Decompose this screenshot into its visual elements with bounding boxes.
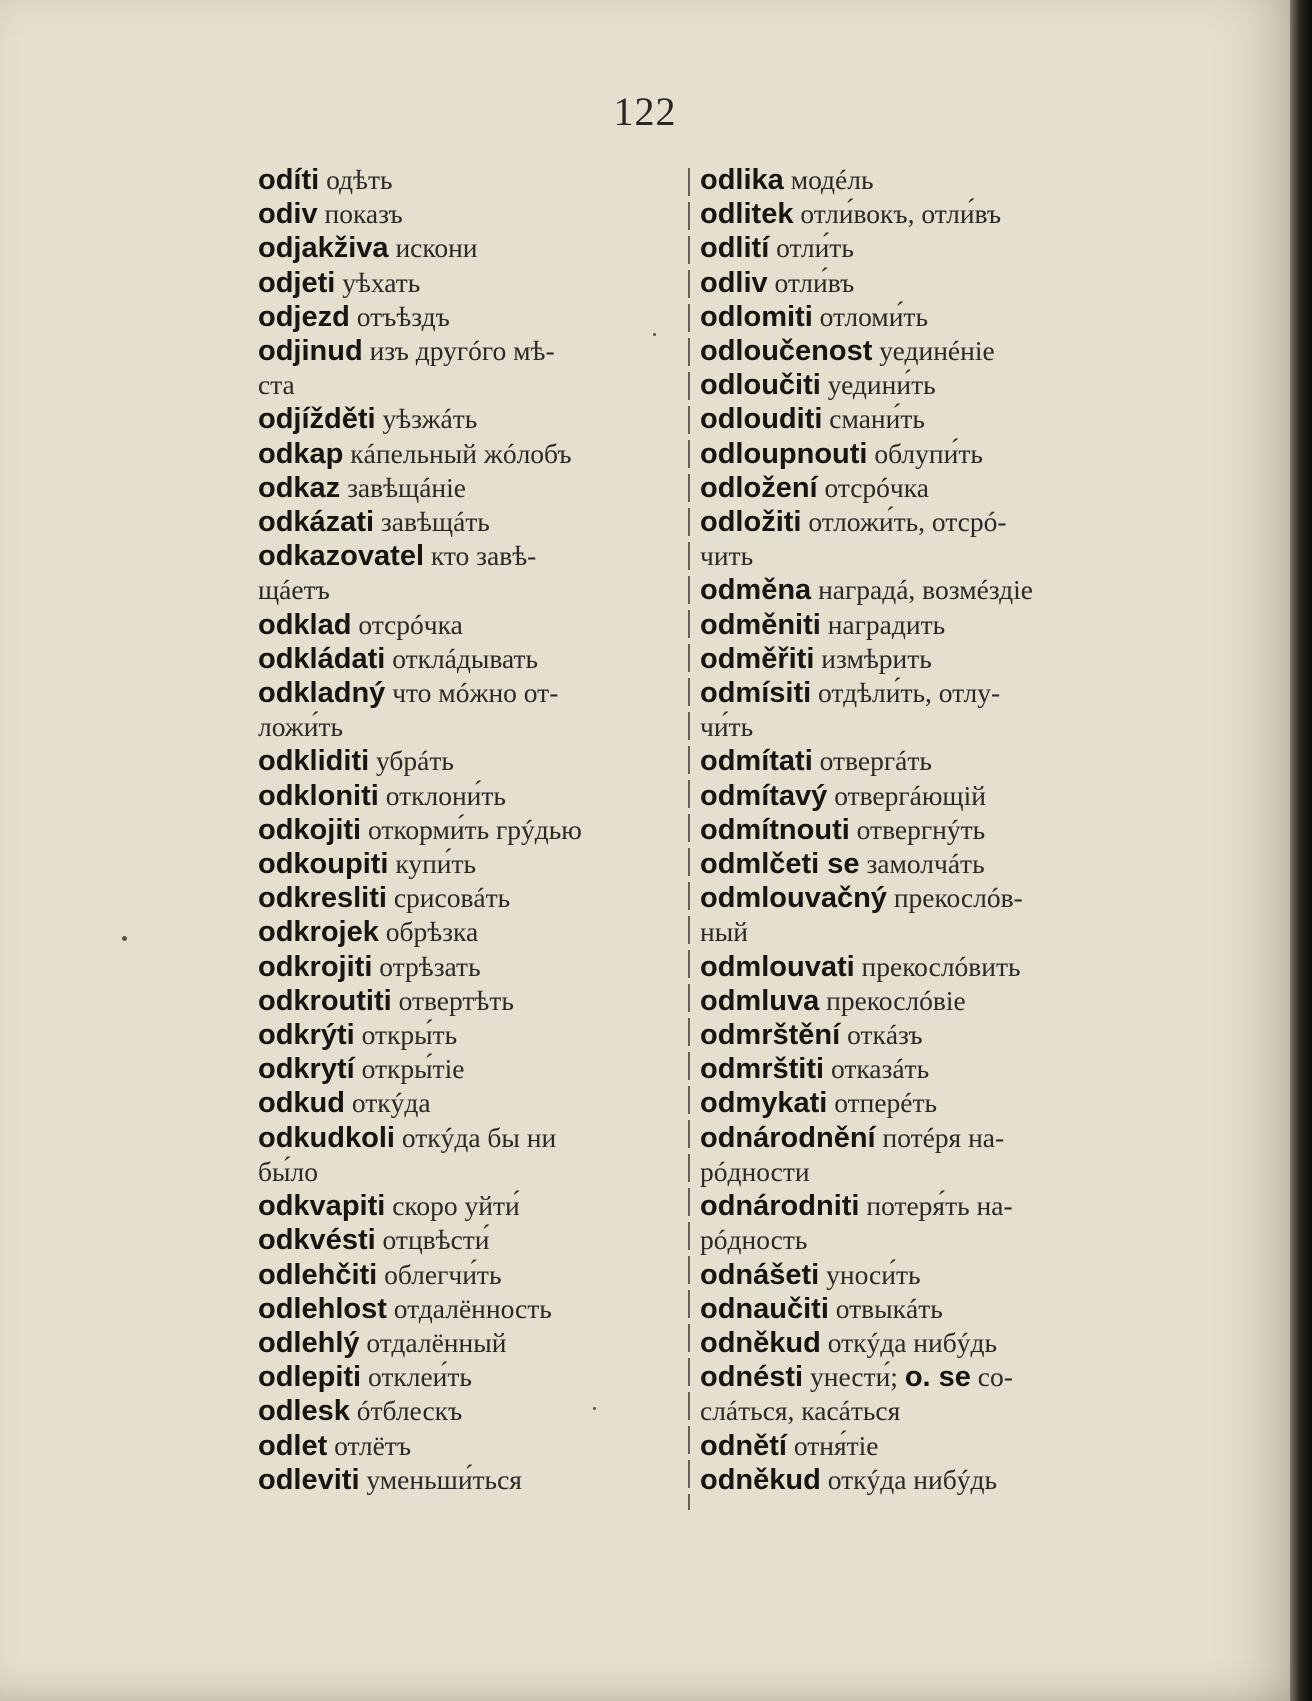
dictionary-entry	[258, 642, 676, 676]
dictionary-entry	[258, 847, 676, 881]
entry-headword: odkladný	[258, 677, 386, 710]
entry-headword: odnětí	[700, 1429, 787, 1462]
dictionary-entry	[258, 1189, 676, 1223]
dictionary-entry	[258, 300, 676, 334]
entry-headword: odnárodnění	[700, 1121, 876, 1154]
dictionary-entry	[700, 334, 1118, 368]
dictionary-entry	[258, 1121, 676, 1189]
print-speck	[653, 333, 656, 336]
entry-translation: наградить	[827, 608, 946, 640]
entry-headword: odkazovatel	[258, 540, 424, 573]
dictionary-entry	[700, 300, 1118, 334]
entry-translation: отдалённость	[393, 1292, 552, 1324]
entry-translation: смани́ть	[829, 403, 925, 435]
entry-translation: уѣзжáть	[382, 403, 478, 435]
dictionary-entry	[700, 368, 1118, 402]
entry-translation: отвергнýть	[856, 813, 986, 845]
entry-headword: odlesk	[258, 1395, 350, 1428]
dictionary-entry	[700, 505, 1118, 573]
entry-headword: odmítati	[700, 745, 813, 778]
dictionary-entry	[258, 1086, 676, 1120]
entry-translation: замолчáть	[866, 848, 985, 880]
dictionary-entry	[258, 1360, 676, 1394]
entry-translation: облупи́ть	[874, 437, 983, 469]
page-number: 122	[613, 89, 677, 134]
dictionary-entry	[258, 402, 676, 436]
entry-headword: odloučenost	[700, 335, 873, 368]
entry-translation: завѣщáть	[380, 506, 490, 538]
entry-headword: odkaz	[258, 471, 341, 504]
dictionary-entry	[700, 266, 1118, 300]
entry-translation-continuation: рóдность	[700, 1224, 808, 1256]
entry-translation: модéль	[790, 164, 874, 195]
dictionary-entry	[700, 231, 1118, 265]
entry-translation: отъѣздъ	[356, 300, 450, 332]
entry-headword: odloupnouti	[700, 437, 868, 470]
entry-headword: odkudkoli	[258, 1121, 395, 1154]
entry-headword: odkvésti	[258, 1224, 376, 1257]
dictionary-entry	[700, 1258, 1118, 1292]
dictionary-entry	[700, 1326, 1118, 1360]
entry-headword: odložení	[700, 471, 818, 504]
entry-headword: odkap	[258, 437, 344, 470]
dictionary-entry	[700, 197, 1118, 231]
entry-headword: odjinud	[258, 335, 363, 368]
dictionary-entry	[258, 950, 676, 984]
entry-translation: изъ другóго мѣ-	[369, 335, 555, 367]
entry-translation: потéря на-	[882, 1121, 1005, 1153]
dictionary-entry	[700, 471, 1118, 505]
dictionary-entry	[700, 608, 1118, 642]
dictionary-entry	[258, 437, 676, 471]
entry-headword: odlehlost	[258, 1292, 387, 1325]
entry-headword: odklad	[258, 608, 352, 641]
entry-headword: odnaučiti	[700, 1292, 829, 1325]
entry-translation-continuation: щáетъ	[258, 574, 330, 606]
entry-translation: облегчи́ть	[384, 1258, 502, 1290]
print-speck	[593, 1407, 596, 1410]
entry-translation-continuation: чи́ть	[700, 711, 754, 743]
entry-headword: odmlouvati	[700, 950, 855, 983]
entry-translation: óтблескъ	[356, 1395, 463, 1427]
entry-translation: уединéніе	[879, 335, 995, 367]
entry-translation-continuation: ложи́ть	[258, 711, 344, 743]
entry-translation: отлётъ	[334, 1429, 412, 1461]
entry-headword: odjezd	[258, 300, 350, 333]
entry-headword: odjížděti	[258, 403, 376, 436]
entry-translation: обрѣзка	[385, 916, 479, 948]
entry-translation-continuation: чить	[700, 540, 754, 572]
entry-translation: завѣщáніе	[347, 471, 466, 503]
entry-translation: откýда нибýдь	[827, 1326, 998, 1358]
dictionary-entry	[258, 231, 676, 265]
entry-translation: откýда нибýдь	[827, 1463, 998, 1495]
entry-headword: odlika	[700, 164, 784, 196]
dictionary-entry	[258, 1052, 676, 1086]
dictionary-entry	[258, 1258, 676, 1292]
entry-translation: откры́ть	[361, 1019, 458, 1051]
dictionary-entry	[258, 915, 676, 949]
dictionary-entry	[700, 437, 1118, 471]
entry-translation: наградá, возмéздіе	[818, 574, 1034, 606]
entry-translation-continuation: бы́ло	[258, 1155, 318, 1187]
entry-translation: отсрóчка	[824, 471, 929, 503]
entry-translation: кáпельный жóлобъ	[350, 437, 572, 469]
entry-headword: odkázati	[258, 506, 375, 539]
book-spine	[1290, 0, 1312, 1701]
column-divider	[688, 168, 690, 1510]
dictionary-entry	[700, 163, 1118, 197]
entry-headword: odlouditi	[700, 403, 823, 436]
entry-headword: odměřiti	[700, 642, 815, 675]
entry-translation: отсрóчка	[358, 608, 463, 640]
entry-headword: odložiti	[700, 506, 802, 539]
dictionary-entry	[258, 676, 676, 744]
dictionary-entry	[258, 1292, 676, 1326]
entry-headword: odlet	[258, 1429, 328, 1462]
entry-headword: odměna	[700, 574, 812, 607]
entry-translation: отломи́ть	[819, 300, 928, 332]
entry-headword: odněkud	[700, 1326, 821, 1359]
entry-headword: odkrýti	[258, 1019, 355, 1052]
right-column	[700, 163, 1118, 1497]
dictionary-entry	[258, 984, 676, 1018]
entry-headword: odnésti	[700, 1361, 804, 1394]
entry-headword: odkvapiti	[258, 1190, 386, 1223]
entry-headword: odkrojiti	[258, 950, 373, 983]
entry-translation: уѣхать	[342, 266, 421, 298]
dictionary-entry	[258, 813, 676, 847]
dictionary-entry	[258, 334, 676, 402]
entry-translation: уменьши́ться	[366, 1463, 522, 1495]
entry-headword: odliv	[700, 266, 768, 299]
entry-headword: odkud	[258, 1087, 345, 1120]
entry-headword: odlehlý	[258, 1326, 360, 1359]
entry-translation: отклеи́ть	[367, 1361, 472, 1393]
entry-translation: уноси́ть	[826, 1258, 921, 1290]
dictionary-entry	[700, 1018, 1118, 1052]
entry-translation: отказáть	[830, 1053, 930, 1085]
entry-headword: odmrštiti	[700, 1053, 825, 1086]
dictionary-entry	[700, 950, 1118, 984]
entry-translation: потеря́ть на-	[866, 1190, 1013, 1222]
entry-headword: odkresliti	[258, 882, 387, 915]
dictionary-entry	[258, 471, 676, 505]
left-column	[258, 163, 676, 1497]
print-speck	[122, 936, 127, 941]
entry-translation: откýда бы ни	[401, 1121, 557, 1153]
dictionary-entry	[258, 1394, 676, 1428]
dictionary-entry	[700, 1052, 1118, 1086]
dictionary-entry	[258, 197, 676, 231]
entry-translation-continuation: ста	[258, 369, 295, 401]
dictionary-entry	[258, 1223, 676, 1257]
entry-headword: odlitek	[700, 198, 794, 231]
entry-translation: откýда	[351, 1087, 431, 1119]
dictionary-entry	[258, 779, 676, 813]
dictionary-entry	[258, 1463, 676, 1497]
entry-headword: odíti	[258, 164, 320, 196]
entry-headword: odkloniti	[258, 779, 379, 812]
dictionary-entry	[700, 1292, 1118, 1326]
dictionary-entry	[700, 881, 1118, 949]
dictionary-entry	[700, 676, 1118, 744]
entry-translation: унести́;	[810, 1361, 898, 1393]
entry-translation: прекослóвіе	[826, 984, 966, 1016]
entry-translation: прекослóв-	[893, 882, 1023, 914]
entry-headword: odlomiti	[700, 300, 813, 333]
dictionary-entry	[700, 1121, 1118, 1189]
entry-headword: odlepiti	[258, 1361, 362, 1394]
entry-headword: odmítnouti	[700, 813, 850, 846]
entry-headword: odmítavý	[700, 779, 828, 812]
entry-headword: odkrojek	[258, 916, 379, 949]
entry-translation: убрáть	[376, 745, 454, 777]
dictionary-entry	[258, 163, 676, 197]
entry-headword: odlehčiti	[258, 1258, 378, 1291]
entry-headword: odiv	[258, 198, 318, 231]
dictionary-entry	[258, 266, 676, 300]
dictionary-entry	[258, 1429, 676, 1463]
entry-translation-continuation: слáться, касáться	[700, 1395, 901, 1427]
entry-translation: отли́вокъ, отли́въ	[800, 198, 1002, 230]
entry-headword: odnášeti	[700, 1258, 820, 1291]
entry-translation-continuation: ный	[700, 916, 748, 948]
dictionary-entry	[700, 402, 1118, 436]
entry-translation: одѣть	[326, 164, 393, 195]
dictionary-entry	[700, 1463, 1118, 1497]
entry-headword: odkoupiti	[258, 848, 389, 881]
entry-headword: odloučiti	[700, 369, 821, 402]
entry-translation: кто завѣ-	[430, 540, 537, 572]
entry-translation-continuation: рóдности	[700, 1155, 810, 1187]
entry-headword: odkrytí	[258, 1053, 355, 1086]
entry-translation: отвергáть	[819, 745, 932, 777]
entry-translation: отперéть	[834, 1087, 938, 1119]
entry-translation: отли́ть	[776, 232, 854, 264]
entry-translation: срисовáть	[393, 882, 511, 914]
entry-translation: отвертѣть	[398, 984, 514, 1016]
entry-translation: отли́въ	[774, 266, 855, 298]
entry-headword: odmrštění	[700, 1019, 841, 1052]
entry-headword: odleviti	[258, 1463, 360, 1496]
entry-translation: отдалённый	[366, 1326, 507, 1358]
entry-headword: odlití	[700, 232, 770, 265]
entry-translation: измѣрить	[821, 642, 932, 674]
entry-headword: odnárodniti	[700, 1190, 860, 1223]
dictionary-entry	[258, 1326, 676, 1360]
dictionary-entry	[700, 744, 1118, 778]
entry-sub-translation: со-	[977, 1361, 1013, 1393]
entry-translation: откáзъ	[847, 1019, 923, 1051]
entry-translation: скоро уйти́	[392, 1190, 520, 1222]
entry-headword: odjakživa	[258, 232, 389, 265]
dictionary-entry	[700, 984, 1118, 1018]
entry-headword: odmlouvačný	[700, 882, 887, 915]
dictionary-entry	[700, 1086, 1118, 1120]
entry-headword: odmluva	[700, 984, 820, 1017]
dictionary-entry	[258, 505, 676, 539]
dictionary-entry	[700, 847, 1118, 881]
dictionary-entry	[700, 1189, 1118, 1257]
entry-headword: odmlčeti se	[700, 848, 860, 881]
dictionary-entry	[258, 881, 676, 915]
entry-translation: отклони́ть	[385, 779, 506, 811]
dictionary-entry	[700, 642, 1118, 676]
entry-headword: odmísiti	[700, 677, 812, 710]
entry-headword: odkroutiti	[258, 984, 392, 1017]
entry-translation: купи́ть	[395, 848, 477, 880]
entry-translation: что мóжно от-	[392, 677, 559, 709]
entry-translation: откорми́ть грýдью	[367, 813, 582, 845]
dictionary-entry	[700, 1429, 1118, 1463]
dictionary-entry	[258, 539, 676, 607]
dictionary-entry	[700, 779, 1118, 813]
entry-translation: откры́тіе	[361, 1053, 465, 1085]
entry-headword: odkládati	[258, 642, 386, 675]
dictionary-entry	[700, 1360, 1118, 1428]
dictionary-entry	[700, 813, 1118, 847]
entry-sub-headword: o. se	[904, 1361, 971, 1394]
entry-headword: odmykati	[700, 1087, 828, 1120]
entry-translation: отложи́ть, отсрó-	[808, 506, 1007, 538]
entry-headword: odněkud	[700, 1463, 821, 1496]
entry-translation: отклáдывать	[392, 642, 539, 674]
entry-translation: отня́тіе	[793, 1429, 879, 1461]
entry-translation: прекослóвить	[861, 950, 1021, 982]
entry-translation: искони	[395, 232, 478, 264]
dictionary-entry	[258, 1018, 676, 1052]
dictionary-entry	[258, 608, 676, 642]
entry-headword: odměniti	[700, 608, 821, 641]
entry-headword: odkojiti	[258, 813, 362, 846]
entry-translation: отдѣли́ть, отлу-	[818, 677, 1001, 709]
entry-translation: отрѣзать	[379, 950, 481, 982]
entry-headword: odjeti	[258, 266, 336, 299]
entry-translation: уедини́ть	[827, 369, 936, 401]
dictionary-entry	[258, 744, 676, 778]
entry-translation: отвергáющій	[834, 779, 986, 811]
entry-headword: odkliditi	[258, 745, 370, 778]
entry-translation: отцвѣсти́	[382, 1224, 490, 1256]
dictionary-entry	[700, 573, 1118, 607]
entry-translation: отвыкáть	[835, 1292, 943, 1324]
entry-translation: показъ	[324, 198, 403, 230]
